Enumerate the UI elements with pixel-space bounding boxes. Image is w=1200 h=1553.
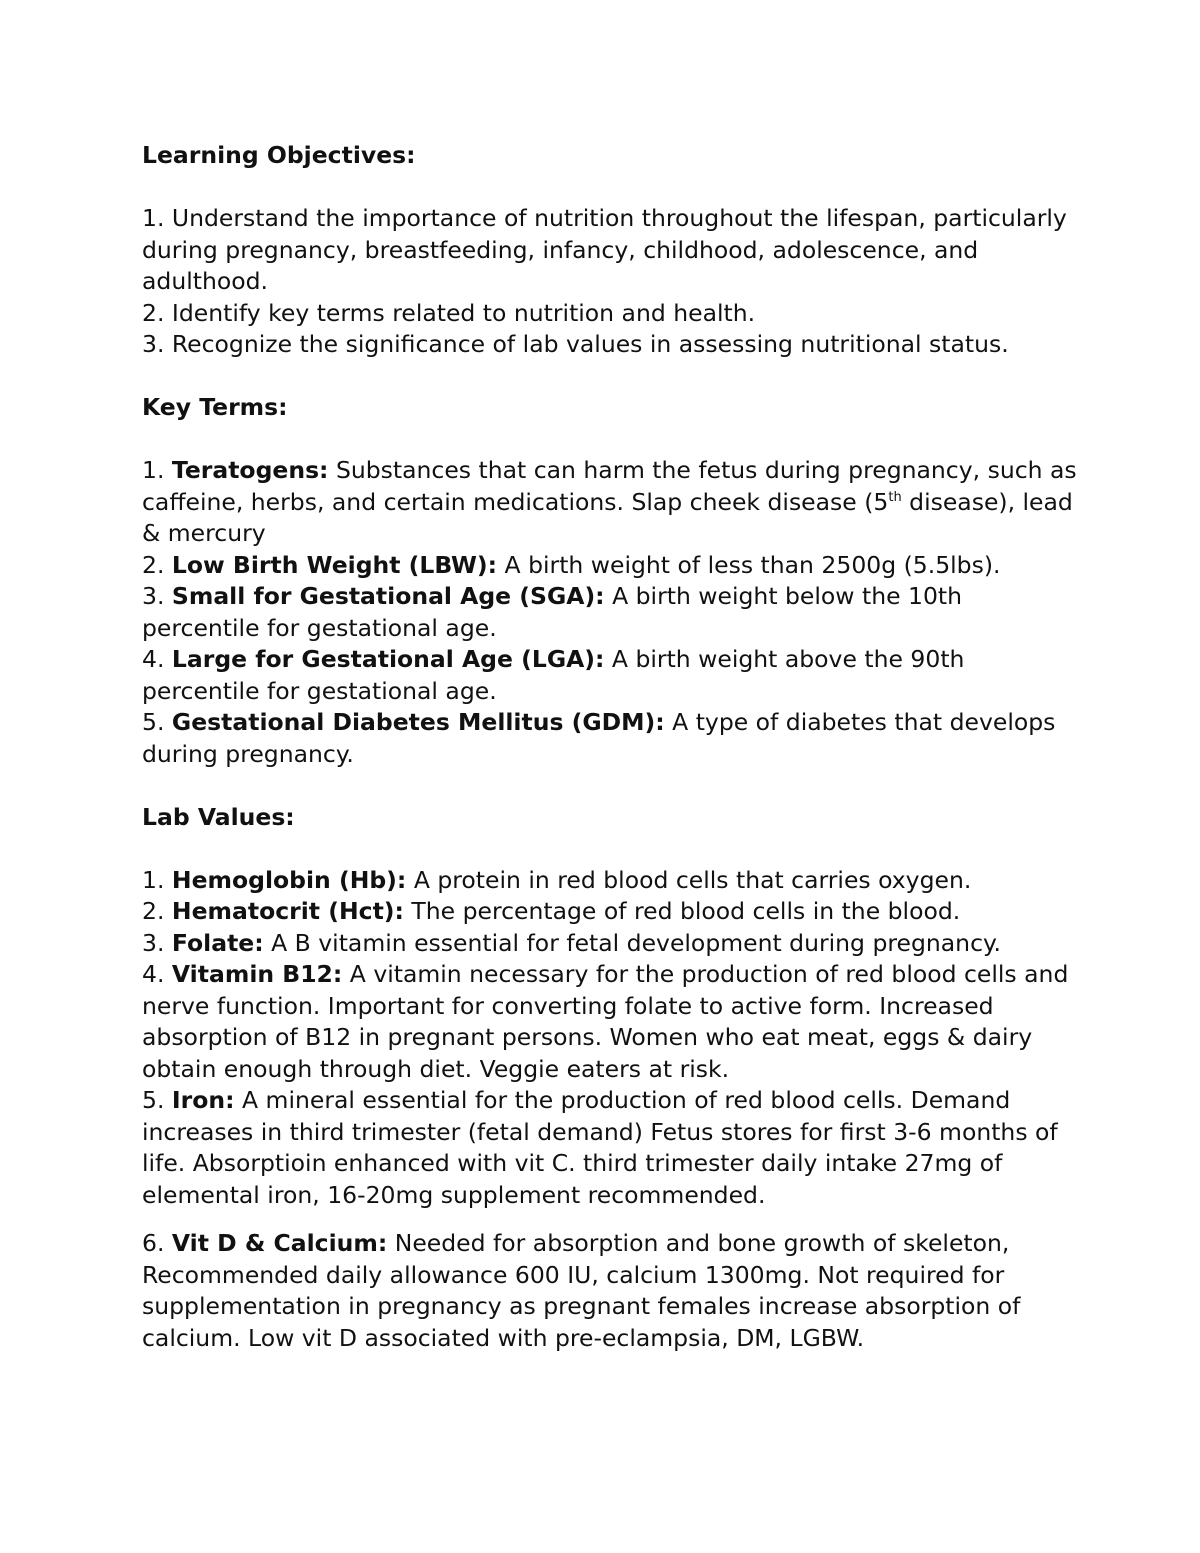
document-page [142,140,1082,1354]
lab-value-label: Hematocrit (Hct): [171,897,404,925]
key-term-label: Low Birth Weight (LBW): [171,550,498,579]
key-terms-heading: Key Terms: [142,393,288,421]
lab-value-item: 2. Hematocrit (Hct): The percentage of red blood cells in the blood. [142,897,961,925]
objective-item: 3. Recognize the significance of lab values in assessing nutritional status. [142,330,1009,358]
key-term-item: 3. Small for Gestational Age (SGA): A birth weight below the 10th percentile for gestational age. [142,582,963,642]
key-term-label: Gestational Diabetes Mellitus (GDM): [171,708,665,736]
lab-value-label: Hemoglobin (Hb): [171,865,407,894]
key-term-label: Small for Gestational Age (SGA): [171,582,605,610]
lab-value-item: 1. Hemoglobin (Hb): A protein in red blood cells that carries oxygen. [142,865,972,894]
key-term-item: 1. Teratogens: Substances that can harm the fetus during pregnancy, such as caffeine, herbs, and certain medications. Slap cheek disease (5th disease), lead & mercury [142,456,1077,547]
objective-item: 2. Identify key terms related to nutrition and health. [142,298,756,327]
key-term-item: 5. Gestational Diabetes Mellitus (GDM): A type of diabetes that develops during pregnancy. [142,708,1056,768]
lab-value-item: 5. Iron: A mineral essential for the production of red blood cells. Demand increases in third trimester (fetal demand) Fetus stores for first 3-6 months of life. Absorptioin enhanced with vit C. third trimester daily intake 27mg of elemental iron, 16-20mg supplement recommended. [142,1086,1058,1209]
lab-value-label: Folate: [171,928,264,957]
lab-value-label: Iron: [171,1086,235,1114]
key-term-label: Large for Gestational Age (LGA): [171,645,605,673]
key-term-item: 4. Large for Gestational Age (LGA): A birth weight above the 90th percentile for gestational age. [142,645,965,705]
learning-objectives-heading: Learning Objectives: [142,141,416,169]
key-term-label: Teratogens: [171,456,329,484]
lab-value-item: 3. Folate: A B vitamin essential for fetal development during pregnancy. [142,928,1002,957]
lab-value-item: 6. Vit D & Calcium: Needed for absorption and bone growth of skeleton, Recommended daily allowance 600 IU, calcium 1300mg. Not required for supplementation in pregnancy as pregnant females increase absorption of calcium. Low vit D associated with pre-eclampsia, DM, LGBW. [142,1229,1021,1352]
lab-value-label: Vitamin B12: [171,960,343,988]
key-term-item: 2. Low Birth Weight (LBW): A birth weight of less than 2500g (5.5lbs). [142,550,1001,579]
lab-values-heading: Lab Values: [142,802,295,831]
lab-value-item: 4. Vitamin B12: A vitamin necessary for the production of red blood cells and nerve function. Important for converting folate to active form. Increased absorption of B12 in pregnant persons. Women who eat meat, eggs & dairy obtain enough through diet. Veggie eaters at risk. [142,960,1069,1083]
lab-value-label: Vit D & Calcium: [171,1229,388,1257]
objective-item: 1. Understand the importance of nutrition throughout the lifespan, particularly during pregnancy, breastfeeding, infancy, childhood, adolescence, and adulthood. [142,204,1067,295]
